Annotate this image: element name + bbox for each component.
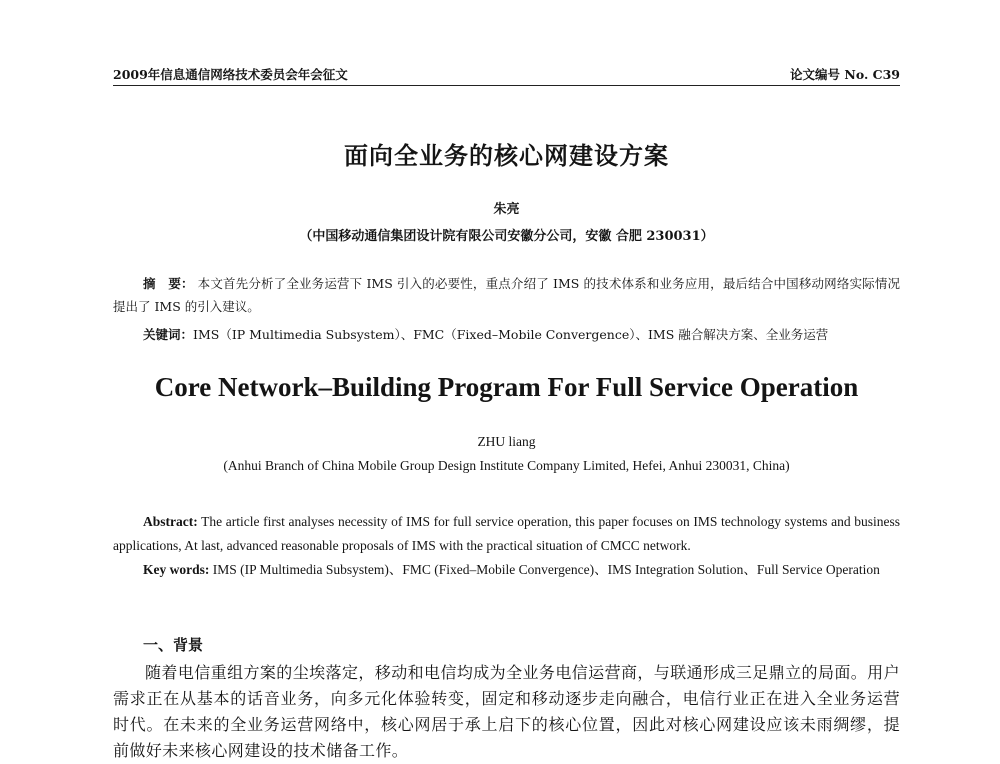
chinese-keywords-label: 关键词： bbox=[143, 327, 194, 342]
section-heading-background: 一、背景 bbox=[143, 636, 204, 654]
chinese-abstract-label: 摘 要： bbox=[143, 276, 194, 291]
running-header bbox=[113, 63, 900, 86]
chinese-abstract bbox=[113, 272, 900, 318]
header-paper-number: 论文编号 No. C39 bbox=[790, 67, 900, 82]
header-conference: 2009年信息通信网络技术委员会年会征文 bbox=[113, 67, 348, 82]
chinese-title: 面向全业务的核心网建设方案 bbox=[344, 141, 669, 170]
chinese-author: 朱亮 bbox=[493, 202, 520, 217]
english-abstract bbox=[113, 510, 900, 558]
english-author: ZHU liang bbox=[477, 434, 536, 449]
english-affiliation: (Anhui Branch of China Mobile Group Design Institute Company Limited, Hefei, Anhui 230031, China) bbox=[223, 458, 790, 473]
chinese-keywords-text: IMS（IP Multimedia Subsystem）、FMC（Fixed–Mobile Convergence）、IMS 融合解决方案、全业务运营 bbox=[193, 327, 829, 342]
english-keywords-label: Key words: bbox=[143, 562, 210, 577]
english-title: Core Network–Building Program For Full Service Operation bbox=[154, 372, 859, 402]
section-body-paragraph: 随着电信重组方案的尘埃落定，移动和电信均成为全业务电信运营商，与联通形成三足鼎立的局面。用户需求正在从基本的话音业务，向多元化体验转变，固定和移动逐步走向融合，电信行业正在进入全业务运营时代。在未来的全业务运营网络中，核心网居于承上启下的核心位置，因此对核心网建设应该未雨绸缪，提前做好未来核心网建设的技术储备工作。 bbox=[113, 663, 900, 760]
english-keywords bbox=[113, 558, 900, 582]
english-abstract-label: Abstract: bbox=[143, 514, 198, 529]
chinese-abstract-text: 本文首先分析了全业务运营下 IMS 引入的必要性，重点介绍了 IMS 的技术体系和业务应用，最后结合中国移动网络实际情况提出了 IMS 的引入建议。 bbox=[113, 276, 900, 314]
english-abstract-text: The article first analyses necessity of IMS for full service operation, this paper focuses on IMS technology systems and business applications, At last, advanced reasonable proposals of IMS with the practical situation of CMCC network. bbox=[113, 514, 900, 553]
chinese-keywords bbox=[113, 324, 900, 346]
chinese-affiliation: （中国移动通信集团设计院有限公司安徽分公司，安徽 合肥 230031） bbox=[299, 229, 714, 244]
english-keywords-text: IMS (IP Multimedia Subsystem)、FMC (Fixed–Mobile Convergence)、IMS Integration Solution、Full Service Operation bbox=[209, 562, 880, 577]
